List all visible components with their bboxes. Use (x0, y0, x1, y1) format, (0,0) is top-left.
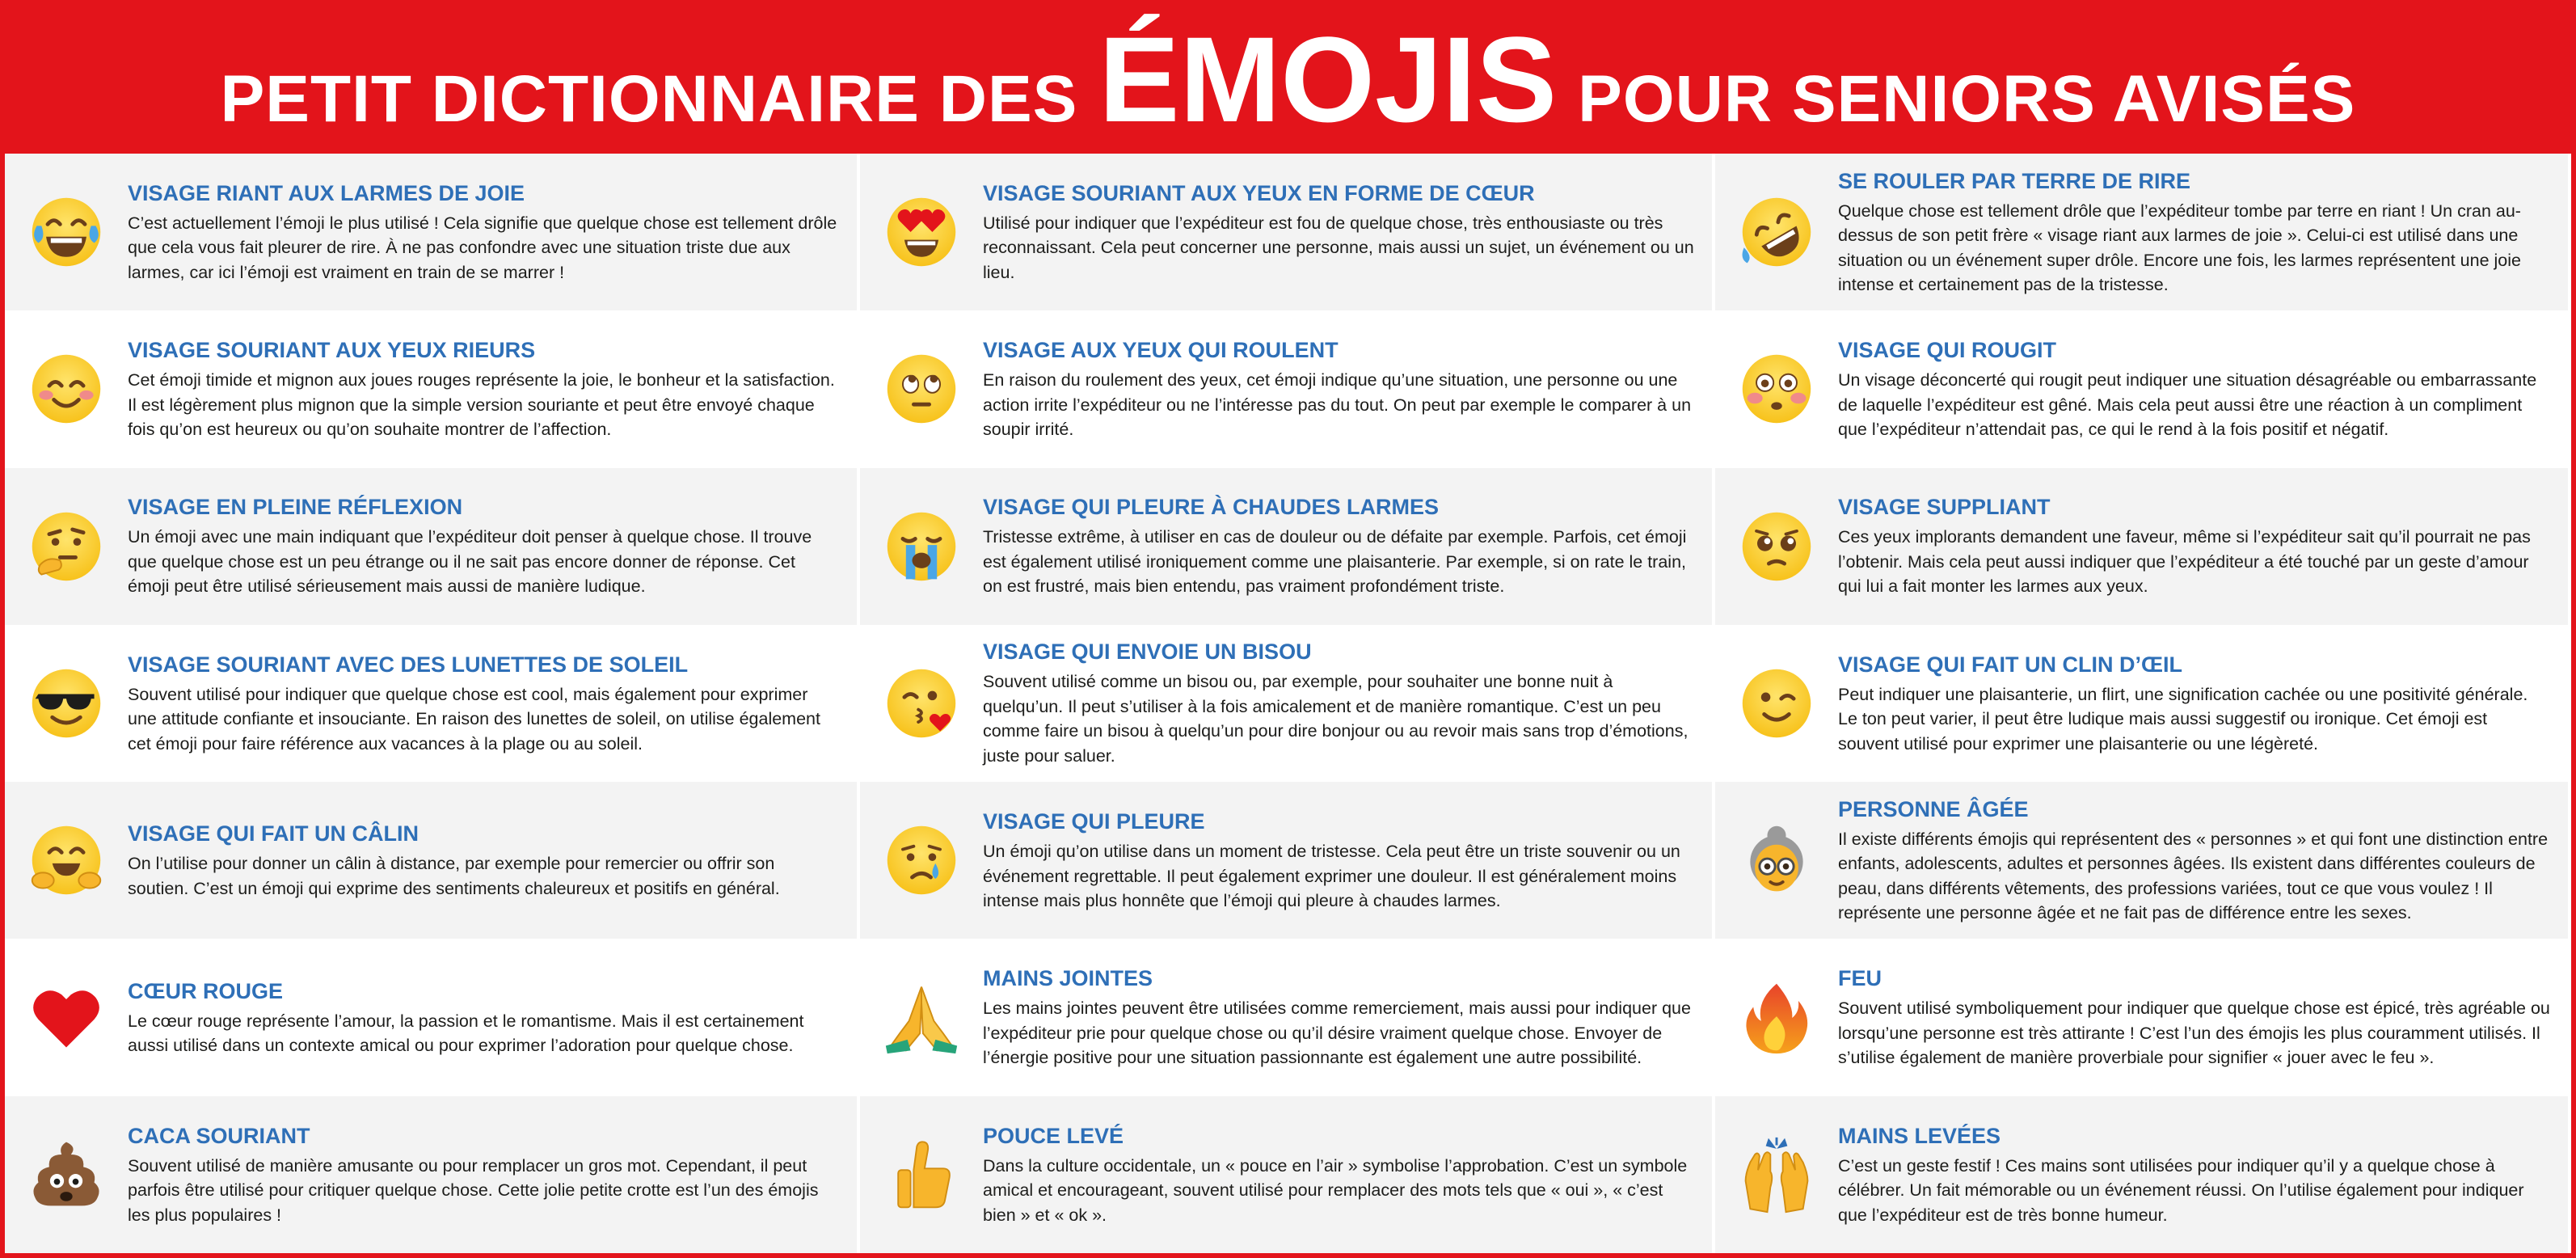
emoji-entry (5, 782, 860, 939)
entry-description: Souvent utilisé comme un bisou ou, par exemple, pour souhaiter une bonne nuit à quelqu’un. Il peut s’utiliser à la fois amicalement et de manière romantique. C’est un peu comme faire un bisou à quelqu’un pour dire bonjour ou au revoir mais sans trop d’émotions, juste pour saluer. (983, 672, 1689, 766)
flushed-face-icon (1738, 350, 1815, 428)
thumbs-up-icon (883, 1136, 960, 1214)
loudly-crying-face-icon (883, 508, 960, 585)
entry-description: Utilisé pour indiquer que l’expéditeur est fou de quelque chose, très enthousiaste ou très reconnaissant. Cela peut concerner une personne, mais aussi un sujet, un événement ou un lieu. (983, 213, 1694, 282)
entry-title: VISAGE SUPPLIANT (1838, 495, 2051, 520)
entry-description: En raison du roulement des yeux, cet émoji indique qu’une situation, une personne ou une action irrite l’expéditeur ou ne l’intéresse pas du tout. On peut par exemple le comparer à un soupir irrité. (983, 370, 1692, 440)
entry-text (128, 493, 839, 599)
entry-text (1838, 493, 2550, 599)
smiling-face-with-sunglasses-icon (27, 665, 105, 742)
emoji-entry (860, 782, 1715, 939)
hugging-face-icon (27, 821, 105, 899)
rolling-on-the-floor-laughing-icon (1738, 193, 1815, 271)
entry-title: CACA SOURIANT (128, 1123, 310, 1148)
entry-text (983, 179, 1694, 285)
entry-description: Quelque chose est tellement drôle que l’expéditeur tombe par terre en riant ! Un cran au-dessus de son petit frère « visage riant aux larmes de joie ». Celui-ci est utilisé dans une situation ou un événement super drôle. Encore une fois, les larmes représentent une joie intense et certainement pas de la tristesse. (1838, 201, 2521, 295)
pile-of-poo-icon (27, 1136, 105, 1214)
crying-face-icon (883, 821, 960, 899)
emoji-entry (860, 939, 1715, 1095)
emoji-entry (860, 1096, 1715, 1253)
emoji-entry (1715, 782, 2571, 939)
entry-title: VISAGE SOURIANT AUX YEUX RIEURS (128, 338, 536, 363)
red-heart-icon (27, 979, 105, 1057)
entry-title: VISAGE SOURIANT AVEC DES LUNETTES DE SOLEIL (128, 652, 689, 677)
entry-description: Tristesse extrême, à utiliser en cas de douleur ou de défaite par exemple. Parfois, cet émoji est également utilisé ironiquement comme une plaisanterie. Par exemple, si on rate le train, on est frustré, mais bien entendu, pas vraiment profondément triste. (983, 527, 1687, 597)
emoji-entry (5, 1096, 860, 1253)
entry-text (1838, 651, 2550, 757)
winking-face-icon (1738, 665, 1815, 742)
entry-text (1838, 336, 2550, 442)
entry-description: Un émoji qu’on utilise dans un moment de tristesse. Cela peut être un triste souvenir ou un événement regrettable. Il peut également exprimer une douleur. Il est généralement moins intense mais plus honnête que l’émoji qui pleure à chaudes larmes. (983, 842, 1680, 911)
emoji-entry (1715, 154, 2571, 310)
entry-title: VISAGE SOURIANT AUX YEUX EN FORME DE CŒUR (983, 180, 1535, 205)
folded-hands-icon (883, 979, 960, 1057)
entry-text (983, 965, 1694, 1070)
entry-title: VISAGE RIANT AUX LARMES DE JOIE (128, 180, 525, 205)
emoji-entry (860, 468, 1715, 625)
smiling-face-with-smiling-eyes-icon (27, 350, 105, 428)
entry-title: VISAGE QUI ENVOIE UN BISOU (983, 640, 1312, 665)
entry-text (128, 651, 839, 757)
emoji-entry (1715, 625, 2571, 782)
face-blowing-a-kiss-icon (883, 665, 960, 742)
entry-text (128, 1122, 839, 1228)
pleading-face-icon (1738, 508, 1815, 585)
raising-hands-icon (1738, 1136, 1815, 1214)
entry-description: Un émoji avec une main indiquant que l’expéditeur doit penser à quelque chose. Il trouve que quelque chose est un peu étrange ou il ne sait pas encore donner de réponse. Cet émoji peut être utilisé sérieusement mais aussi de manière ludique. (128, 527, 812, 597)
entry-description: Dans la culture occidentale, un « pouce en l’air » symbolise l’approbation. C’est un symbole amical et encourageant, souvent utilisé pour remplacer des mots tels que « oui », « c’est bien » et « ok ». (983, 1155, 1688, 1225)
thinking-face-icon (27, 508, 105, 585)
emoji-entry (5, 468, 860, 625)
fire-icon (1738, 979, 1815, 1057)
entry-title: VISAGE QUI PLEURE (983, 809, 1205, 834)
entry-text (983, 493, 1694, 599)
entry-text (983, 808, 1694, 914)
entry-description: Un visage déconcerté qui rougit peut indiquer une situation désagréable ou embarrassante de laquelle l’expéditeur est gêné. Mais cela peut aussi être une réaction à un compliment que l’expéditeur n’attendait pas, ce qui le rend à la fois positif et négatif. (1838, 370, 2537, 440)
emoji-entry (860, 625, 1715, 782)
entry-text (1838, 1122, 2550, 1228)
emoji-entry (5, 154, 860, 310)
emoji-grid (5, 154, 2571, 1253)
face-with-tears-of-joy-icon (27, 193, 105, 271)
entry-text (983, 1122, 1694, 1228)
entry-title: VISAGE QUI PLEURE À CHAUDES LARMES (983, 495, 1440, 520)
title-prefix: PETIT DICTIONNAIRE DES (220, 61, 1078, 136)
emoji-entry (860, 310, 1715, 467)
entry-text (1838, 167, 2550, 298)
emoji-entry (1715, 939, 2571, 1095)
entry-text (128, 820, 839, 901)
entry-text (1838, 965, 2550, 1070)
entry-title: VISAGE QUI FAIT UN CLIN D’ŒIL (1838, 652, 2183, 677)
entry-title: VISAGE AUX YEUX QUI ROULENT (983, 338, 1339, 363)
entry-description: C’est actuellement l’émoji le plus utilisé ! Cela signifie que quelque chose est tellement drôle que cela vous fait pleurer de rire. À ne pas confondre avec une situation triste due aux larmes, car ici l’émoji est vraiment en train de se marrer ! (128, 213, 837, 282)
emoji-entry (5, 939, 860, 1095)
entry-description: On l’utilise pour donner un câlin à distance, par exemple pour remercier ou offrir son soutien. C’est un émoji qui exprime des sentiments chaleureux et positifs en général. (128, 854, 780, 898)
header-banner (0, 0, 2576, 154)
emoji-entry (1715, 310, 2571, 467)
entry-title: MAINS JOINTES (983, 966, 1153, 991)
title-emphasis: ÉMOJIS (1098, 11, 1558, 147)
entry-title: SE ROULER PAR TERRE DE RIRE (1838, 168, 2191, 193)
entry-title: FEU (1838, 966, 1882, 991)
face-with-rolling-eyes-icon (883, 350, 960, 428)
entry-description: Cet émoji timide et mignon aux joues rouges représente la joie, le bonheur et la satisfaction. Il est légèrement plus mignon que la simple version souriante et peut être envoyé chaque fois qu’on est heureux ou qu’on souhaite montrer de l’affection. (128, 370, 835, 440)
entry-description: Ces yeux implorants demandent une faveur, même si l’expéditeur sait qu’il pourrait ne pas l’obtenir. Mais cela peut aussi indiquer que l’expéditeur a été touché par un geste d’amour qui lui a fait monter les larmes aux yeux. (1838, 527, 2531, 597)
heart-eyes-face-icon (883, 193, 960, 271)
entry-text (983, 336, 1694, 442)
entry-title: MAINS LEVÉES (1838, 1123, 2001, 1148)
entry-description: Il existe différents émojis qui représentent des « personnes » et qui font une distinction entre enfants, adolescents, adultes et personnes âgées. Ils existent dans différentes couleurs de peau, dans différents vêtements, des professions variées, tout ce que vous voulez ! Il représente une personne âgée et ne fait pas de différence entre les sexes. (1838, 829, 2549, 923)
entry-title: VISAGE EN PLEINE RÉFLEXION (128, 495, 463, 520)
entry-text (1838, 796, 2550, 926)
entry-description: Le cœur rouge représente l’amour, la passion et le romantisme. Mais il est certainement aussi utilisé dans un contexte amical ou pour exprimer l’adoration pour quelque chose. (128, 1011, 804, 1056)
entry-title: CŒUR ROUGE (128, 978, 284, 1003)
page-title (221, 10, 2356, 150)
entry-text (983, 638, 1694, 768)
emoji-entry (5, 310, 860, 467)
entry-text (128, 977, 839, 1058)
entry-title: POUCE LEVÉ (983, 1123, 1124, 1148)
title-suffix: POUR SENIORS AVISÉS (1578, 61, 2356, 136)
entry-title: PERSONNE ÂGÉE (1838, 796, 2029, 821)
older-person-icon (1738, 821, 1815, 899)
entry-text (128, 336, 839, 442)
entry-title: VISAGE QUI FAIT UN CÂLIN (128, 821, 419, 846)
emoji-entry (5, 625, 860, 782)
entry-description: Souvent utilisé de manière amusante ou pour remplacer un gros mot. Cependant, il peut parfois être utilisé pour critiquer quelque chose. Cette jolie petite crotte est l’un des émojis les plus populaires ! (128, 1155, 819, 1225)
emoji-entry (1715, 1096, 2571, 1253)
entry-text (128, 179, 839, 285)
entry-description: Peut indiquer une plaisanterie, un flirt, une signification cachée ou une positivité générale. Le ton peut varier, il peut être ludique mais aussi suggestif ou ironique. Cet émoji est souvent utilisé pour exprimer une plaisanterie ou une légèreté. (1838, 684, 2528, 754)
emoji-entry (1715, 468, 2571, 625)
entry-title: VISAGE QUI ROUGIT (1838, 338, 2057, 363)
entry-description: Souvent utilisé symboliquement pour indiquer que quelque chose est épicé, très agréable ou lorsqu’une personne est très attirante ! C’est l’un des émojis les plus couramment utilisés. Il s’utilise également de manière proverbiale pour signifier « jouer avec le feu ». (1838, 998, 2550, 1068)
entry-description: Souvent utilisé pour indiquer que quelque chose est cool, mais également pour exprimer une attitude confiante et insouciante. En raison des lunettes de soleil, on utilise également cet émoji pour faire référence aux vacances à la plage ou au soleil. (128, 684, 820, 754)
entry-description: Les mains jointes peuvent être utilisées comme remerciement, mais aussi pour indiquer que l’expéditeur prie pour quelque chose ou qu’il désire vraiment quelque chose. Envoyer de l’énergie positive pour une situation passionnante est également une autre possibilité. (983, 998, 1691, 1068)
emoji-entry (860, 154, 1715, 310)
entry-description: C’est un geste festif ! Ces mains sont utilisées pour indiquer qu’il y a quelque chose à célébrer. Un fait mémorable ou un événement réussi. On l’utilise également pour indiquer que l’expéditeur est de très bonne humeur. (1838, 1155, 2524, 1225)
